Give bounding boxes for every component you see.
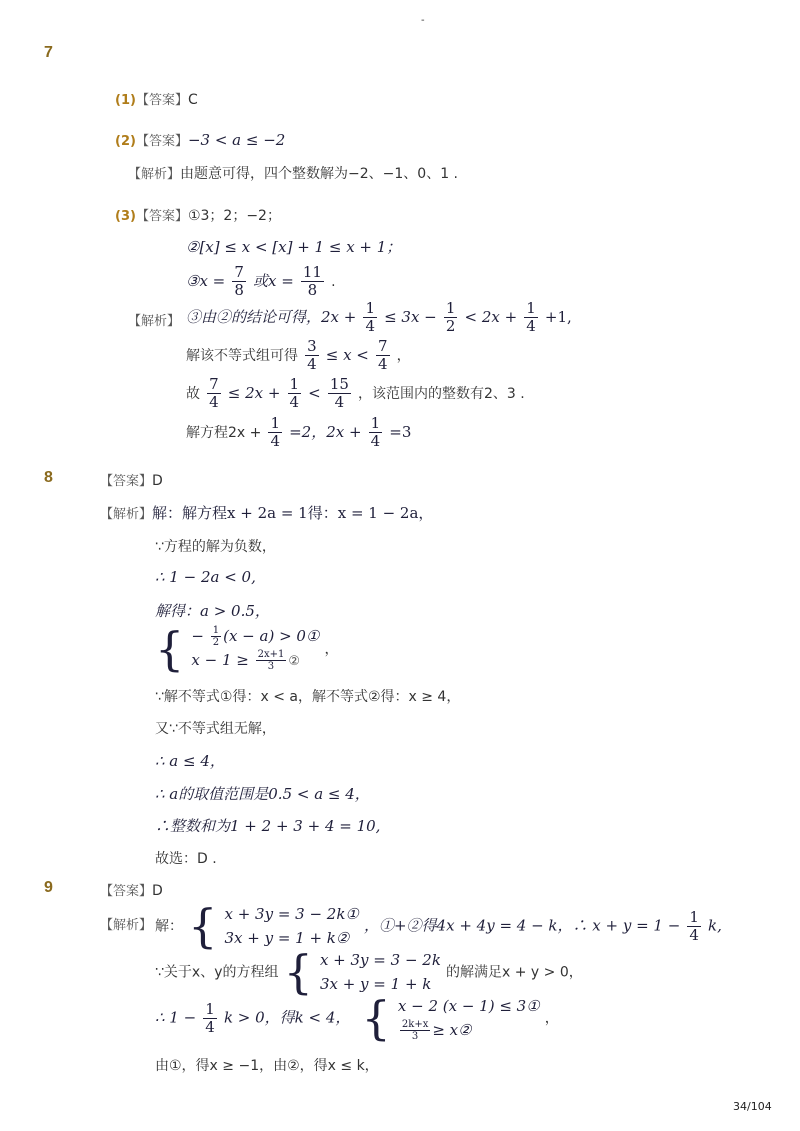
part-label: (3): [115, 209, 136, 224]
q7-part2-analysis: [128, 163, 458, 183]
q8-line-2: ∵方程的解为负数，: [155, 539, 276, 555]
question-number-7: 7: [44, 44, 53, 61]
answer-tag: 【答案】: [135, 134, 188, 149]
analysis-line-1: ③由②的结论可得，2x + $\frac{1}{4}$ ≤ 3x − $\frac{1}{2}$ < 2x + $\frac{1}{4}$ +1,: [186, 299, 572, 335]
q8-answer: 【答案】D: [100, 473, 163, 489]
q9-line-3: ∴ 1 − $\frac{1}{4}$ k > 0，得k < 4， { x − 2 (x − 1) ≤ 3① $\frac{2k+x}{3}$ ≥ x② ，: [155, 991, 559, 1045]
q8-line-9: ∴整数和为1 + 2 + 3 + 4 = 10,: [155, 817, 381, 835]
answer-tag: 【答案】: [135, 93, 188, 108]
answer-value: C: [187, 92, 198, 108]
question-number-8: 8: [44, 469, 53, 486]
analysis-line-2: 解该不等式组可得 $\frac{3}{4}$ ≤ x < $\frac{7}{4}$ ，: [186, 337, 411, 373]
fraction: $\frac{11}{8}$: [302, 263, 322, 299]
brace: {: [155, 622, 185, 676]
answer-value: −3 < a ≤ −2: [187, 131, 286, 149]
answer-line-3: ③x = $\frac{7}{8}$ 或x = $\frac{11}{8}$ .: [186, 263, 336, 299]
fraction: $\frac{7}{8}$: [234, 263, 244, 299]
header-mark: -: [421, 15, 425, 26]
q7-part1: [115, 89, 198, 108]
q8-analysis-line-1: 【解析】解：解方程x + 2a = 1得：x = 1 − 2a，: [100, 504, 434, 522]
q7-part3: [115, 205, 281, 225]
q8-line-8: ∴ a的取值范围是0.5 < a ≤ 4，: [155, 785, 370, 803]
analysis-line-3: 故 $\frac{7}{4}$ ≤ 2x + $\frac{1}{4}$ < $\frac{15}{4}$ ，该范围内的整数有2、3 .: [186, 375, 525, 411]
analysis-tag: 【解析】: [128, 167, 181, 182]
page-number: 34/104: [733, 1100, 772, 1113]
q8-line-3: ∴ 1 − 2a < 0,: [155, 568, 256, 586]
answer-line-2: ②[x] ≤ x < [x] + 1 ≤ x + 1；: [186, 238, 402, 256]
q8-system: { − $\frac{1}{2}$ (x − a) > 0① x − 1 ≥ $\frac{2x+1}{3}$ ② ，: [155, 622, 339, 676]
q8-line-5: ∵解不等式①得：x < a，解不等式②得：x ≥ 4，: [155, 689, 461, 705]
q9-line-4: 由①，得x ≥ −1，由②，得x ≤ k，: [155, 1058, 379, 1074]
q8-line-6: 又∵不等式组无解，: [155, 721, 276, 737]
part-label: (2): [115, 134, 136, 149]
analysis-tag: 【解析】: [128, 314, 181, 329]
part-label: (1): [115, 93, 136, 108]
answer-tag: 【答案】: [135, 209, 188, 224]
question-number-9: 9: [44, 879, 53, 896]
q8-line-7: ∴ a ≤ 4，: [155, 752, 225, 770]
analysis-text: 由题意可得，四个整数解为−2、−1、0、1 .: [180, 166, 459, 182]
q7-part2: [115, 130, 285, 149]
q9-line-2: ∵关于x、y的方程组 { x + 3y = 3 − 2k 3x + y = 1 + k 的解满足x + y > 0，: [155, 945, 583, 999]
analysis-line-4: 解方程2x + $\frac{1}{4}$ =2，2x + $\frac{1}{4}$ =3: [186, 414, 412, 450]
q9-answer: 【答案】D: [100, 883, 163, 899]
analysis-tag: 【解析】: [100, 918, 153, 933]
q8-line-4: 解得：a > 0.5，: [155, 602, 270, 620]
q9-line-1: 解： { x + 3y = 3 − 2k① 3x + y = 1 + k② ，①+②得4x + 4y = 4 − k，∴ x + y = 1 − $\frac{1}{4}$ k,: [155, 899, 722, 953]
q8-line-10: 故选：D .: [155, 851, 217, 867]
answer-line-1: ①3；2；−2；: [187, 208, 281, 224]
